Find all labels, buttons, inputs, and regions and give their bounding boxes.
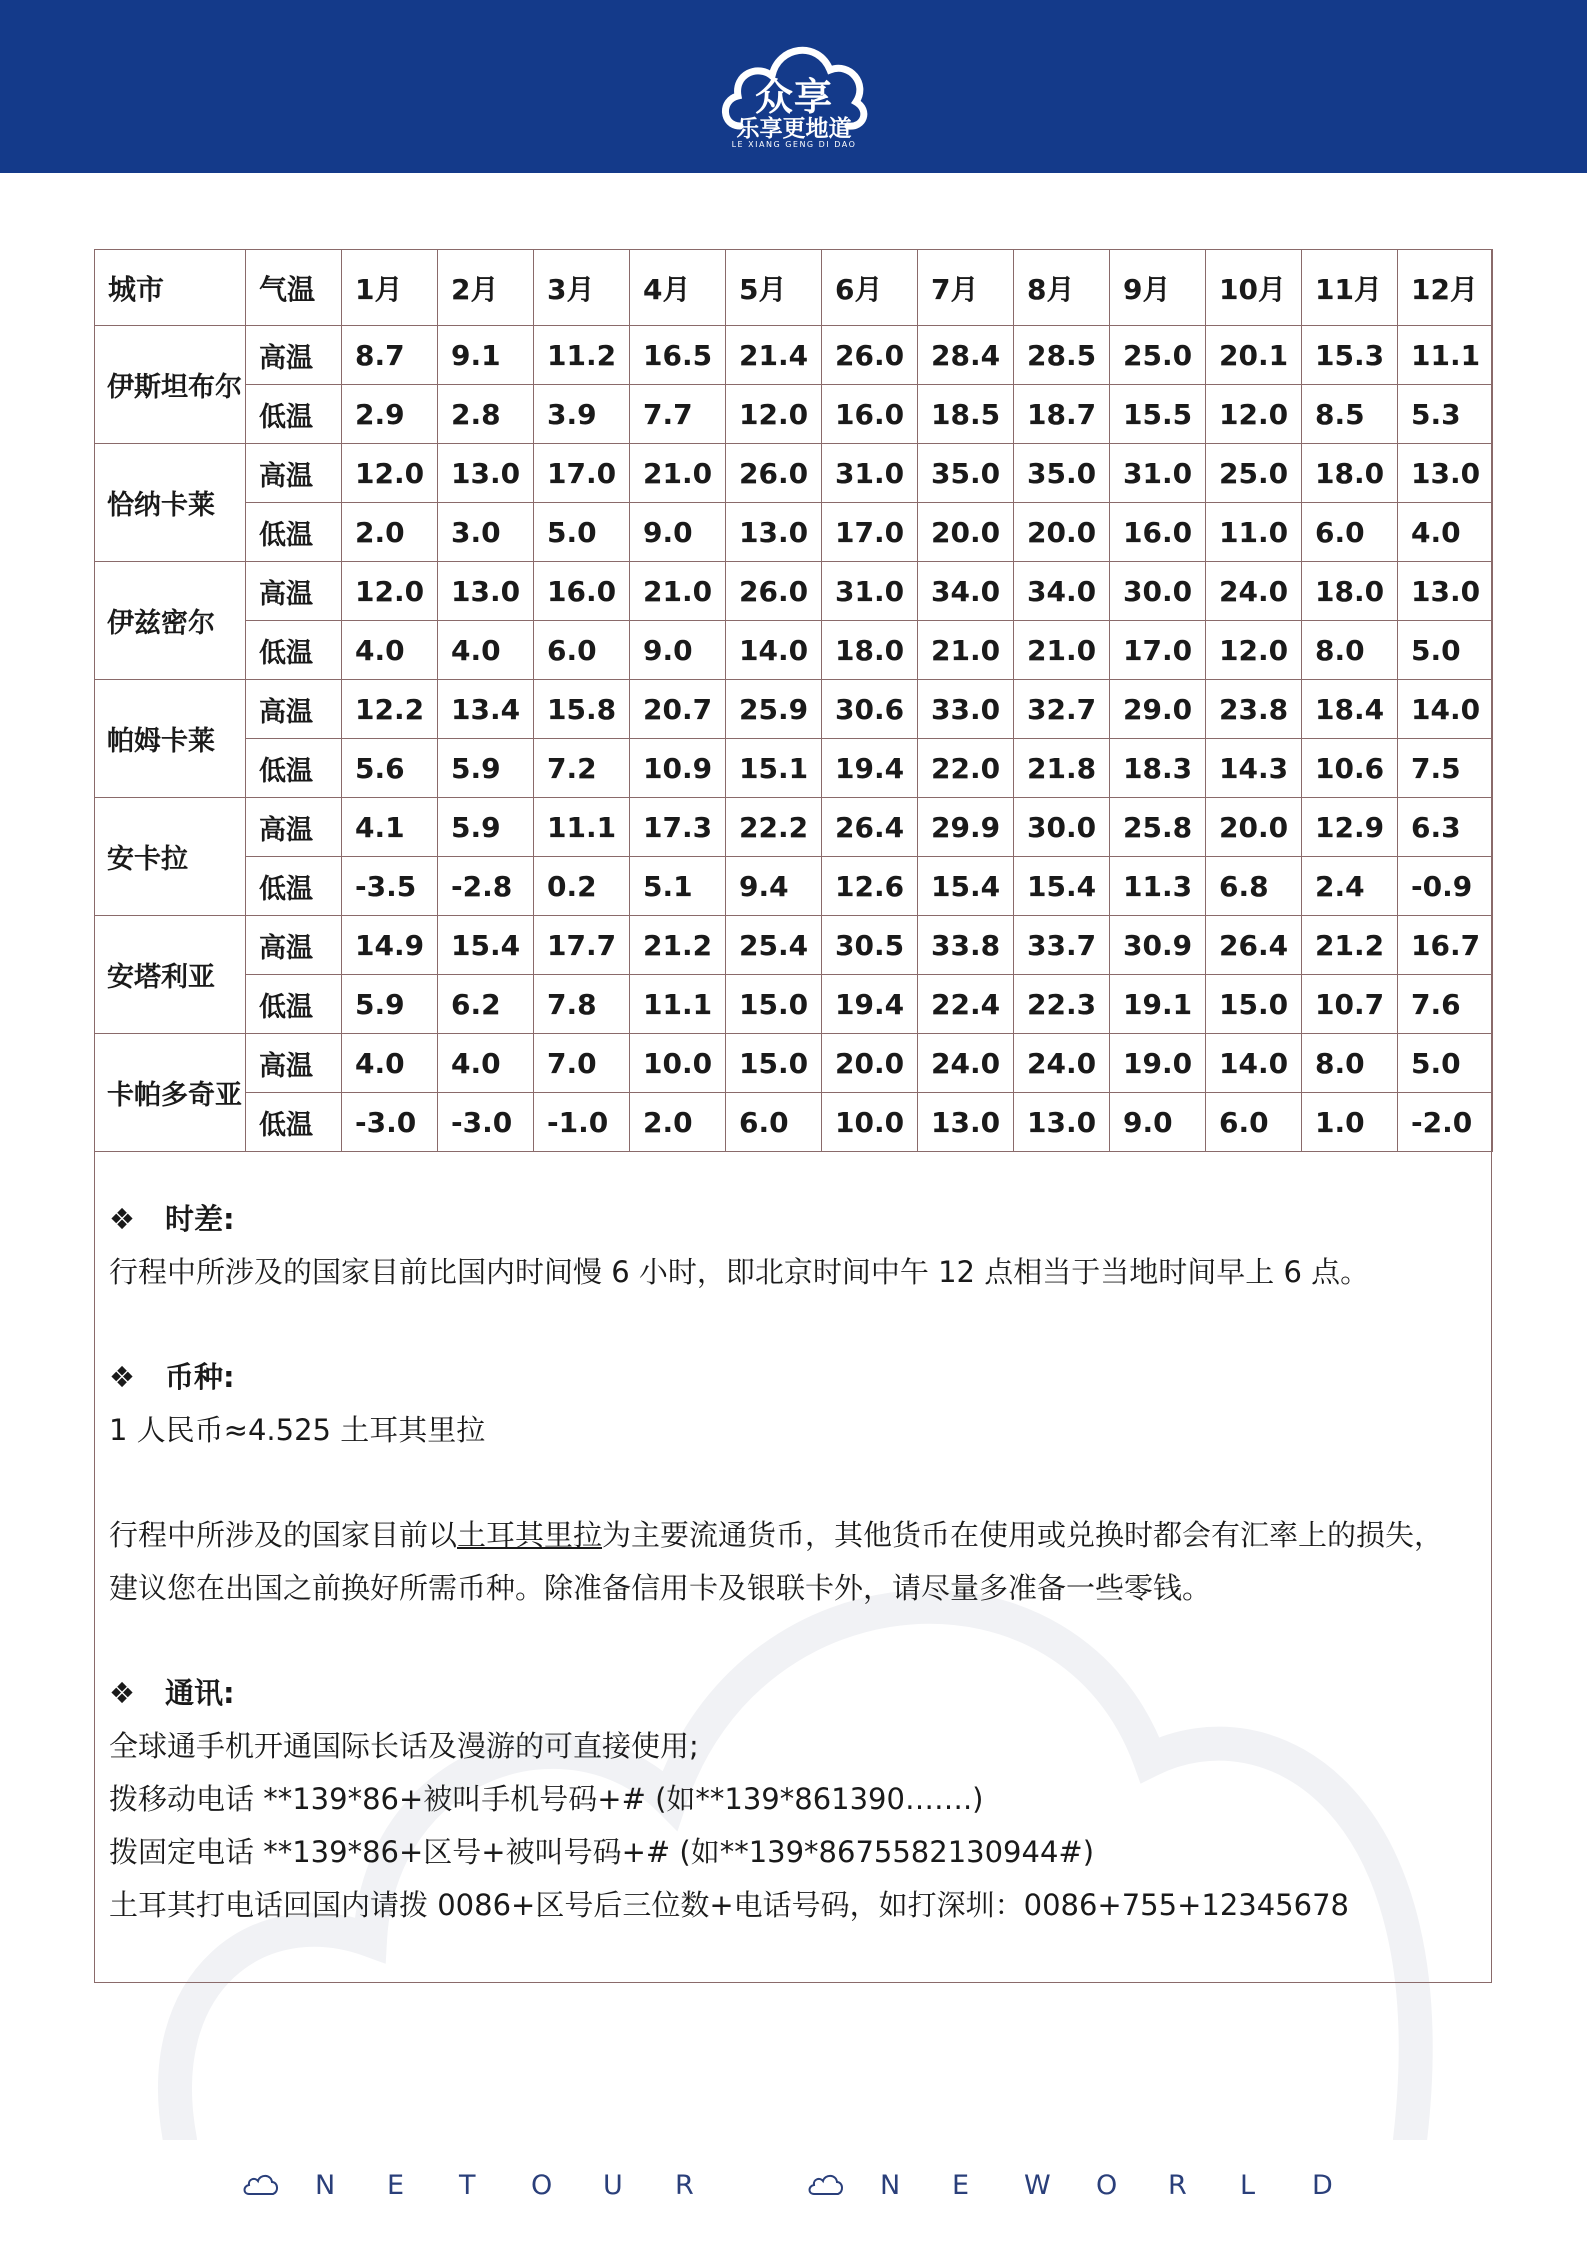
city-name: 恰纳卡莱 (95, 444, 246, 562)
temp-cell: 24.0 (1014, 1034, 1110, 1093)
temp-cell: -2.0 (1398, 1093, 1493, 1152)
temp-cell: 15.4 (438, 916, 534, 975)
table-row (95, 857, 1493, 916)
temp-cell: 4.1 (342, 798, 438, 857)
temp-cell: 25.8 (1110, 798, 1206, 857)
temp-cell: 10.0 (822, 1093, 918, 1152)
temp-cell: 6.3 (1398, 798, 1493, 857)
temp-cell: 9.4 (726, 857, 822, 916)
temp-cell: -1.0 (534, 1093, 630, 1152)
temp-cell: -2.8 (438, 857, 534, 916)
footer-letter: N (880, 2169, 901, 2201)
table-row (95, 444, 1493, 503)
currency-paragraph-line1: 行程中所涉及的国家目前以土耳其里拉为主要流通货币，其他货币在使用或兑换时都会有汇率上的损失， (109, 1518, 1444, 1552)
temp-cell: 6.0 (534, 621, 630, 680)
temp-cell: 9.1 (438, 326, 534, 385)
temp-cell: 15.0 (1206, 975, 1302, 1034)
temp-cell: 31.0 (822, 444, 918, 503)
temp-cell: 20.1 (1206, 326, 1302, 385)
temp-cell: 15.5 (1110, 385, 1206, 444)
temp-cell: 18.0 (1302, 444, 1398, 503)
temp-cell: 4.0 (342, 621, 438, 680)
column-header: 12月 (1398, 250, 1493, 326)
temp-cell: 12.0 (1206, 385, 1302, 444)
temp-cell: 5.1 (630, 857, 726, 916)
temp-cell: 22.4 (918, 975, 1014, 1034)
temp-cell: 8.0 (1302, 1034, 1398, 1093)
logo-main-text: 众享 (754, 75, 833, 119)
temp-cell: 7.8 (534, 975, 630, 1034)
table-row (95, 798, 1493, 857)
table-row (95, 680, 1493, 739)
city-name: 安塔利亚 (95, 916, 246, 1034)
time-diff-title: ❖ 时差: (109, 1193, 1479, 1246)
table-row (95, 739, 1493, 798)
bullet-icon: ❖ (109, 1360, 135, 1394)
temp-cell: 20.0 (918, 503, 1014, 562)
temp-cell: 12.9 (1302, 798, 1398, 857)
temp-cell: 2.8 (438, 385, 534, 444)
temp-cell: 13.0 (726, 503, 822, 562)
temp-cell: 10.7 (1302, 975, 1398, 1034)
temp-cell: 15.0 (726, 975, 822, 1034)
temp-cell: 34.0 (1014, 562, 1110, 621)
temp-cell: 30.0 (1014, 798, 1110, 857)
temp-cell: 2.0 (342, 503, 438, 562)
temp-cell: 8.0 (1302, 621, 1398, 680)
temp-cell: 10.6 (1302, 739, 1398, 798)
temp-cell: 22.0 (918, 739, 1014, 798)
page-footer (0, 2165, 1587, 2205)
comm-line: 全球通手机开通国际长话及漫游的可直接使用; (109, 1729, 699, 1763)
temp-cell: 6.0 (1206, 1093, 1302, 1152)
table-row (95, 326, 1493, 385)
temp-cell: 17.0 (1110, 621, 1206, 680)
temp-cell: 5.0 (1398, 621, 1493, 680)
temp-cell: 4.0 (438, 621, 534, 680)
temp-cell: 20.0 (822, 1034, 918, 1093)
temp-cell: 21.0 (630, 444, 726, 503)
temp-cell: 6.2 (438, 975, 534, 1034)
temp-cell: 14.3 (1206, 739, 1302, 798)
temp-cell: 26.4 (822, 798, 918, 857)
temp-cell: 2.0 (630, 1093, 726, 1152)
temp-cell: 28.4 (918, 326, 1014, 385)
temp-cell: 4.0 (342, 1034, 438, 1093)
high-temp-label: 高温 (246, 680, 342, 739)
temp-cell: 11.2 (534, 326, 630, 385)
temp-cell: 6.8 (1206, 857, 1302, 916)
comm-line: 土耳其打电话回国内请拨 0086+区号后三位数+电话号码，如打深圳：0086+755+12345678 (109, 1888, 1349, 1922)
temp-cell: 0.2 (534, 857, 630, 916)
temp-cell: 7.5 (1398, 739, 1493, 798)
temp-cell: 17.0 (534, 444, 630, 503)
temp-cell: 21.4 (726, 326, 822, 385)
temp-cell: 11.0 (1206, 503, 1302, 562)
temp-cell: 18.7 (1014, 385, 1110, 444)
temp-cell: 33.8 (918, 916, 1014, 975)
temp-cell: 13.0 (1014, 1093, 1110, 1152)
temp-cell: 5.9 (438, 739, 534, 798)
table-row (95, 975, 1493, 1034)
temp-cell: 21.0 (630, 562, 726, 621)
temp-cell: 8.5 (1302, 385, 1398, 444)
temp-cell: 16.7 (1398, 916, 1493, 975)
temp-cell: 13.0 (1398, 562, 1493, 621)
low-temp-label: 低温 (246, 621, 342, 680)
footer-letter: T (459, 2169, 476, 2201)
logo-pinyin-text: LE XIANG GENG DI DAO (731, 140, 857, 149)
temp-cell: 9.0 (630, 503, 726, 562)
temp-cell: 7.7 (630, 385, 726, 444)
temp-cell: 4.0 (1398, 503, 1493, 562)
temp-cell: 5.3 (1398, 385, 1493, 444)
temp-cell: 7.2 (534, 739, 630, 798)
low-temp-label: 低温 (246, 385, 342, 444)
low-temp-label: 低温 (246, 975, 342, 1034)
high-temp-label: 高温 (246, 798, 342, 857)
temp-cell: 7.0 (534, 1034, 630, 1093)
info-section (109, 1193, 1479, 1932)
temp-cell: 29.9 (918, 798, 1014, 857)
temp-cell: 25.9 (726, 680, 822, 739)
temp-cell: 22.2 (726, 798, 822, 857)
city-name: 卡帕多奇亚 (95, 1034, 246, 1152)
temp-cell: 11.3 (1110, 857, 1206, 916)
bullet-icon: ❖ (109, 1202, 135, 1236)
temp-cell: 12.0 (1206, 621, 1302, 680)
temp-cell: 10.0 (630, 1034, 726, 1093)
temp-cell: 3.9 (534, 385, 630, 444)
high-temp-label: 高温 (246, 444, 342, 503)
temp-cell: 33.7 (1014, 916, 1110, 975)
temp-cell: 34.0 (918, 562, 1014, 621)
temp-cell: 14.0 (726, 621, 822, 680)
temp-cell: 5.0 (1398, 1034, 1493, 1093)
comm-line: 拨移动电话 **139*86+被叫手机号码+# (如**139*861390…….) (109, 1782, 984, 1816)
footer-letter: D (1312, 2169, 1333, 2201)
temp-cell: 11.1 (534, 798, 630, 857)
brand-logo (718, 22, 870, 157)
temp-cell: 30.9 (1110, 916, 1206, 975)
temp-cell: 13.0 (438, 562, 534, 621)
temp-cell: 28.5 (1014, 326, 1110, 385)
temp-cell: 15.3 (1302, 326, 1398, 385)
temp-cell: -3.0 (438, 1093, 534, 1152)
logo-sub-text: 乐享更地道 (736, 116, 852, 142)
page-header (0, 0, 1587, 173)
temp-cell: 2.9 (342, 385, 438, 444)
currency-rate: 1 人民币≈4.525 土耳其里拉 (109, 1413, 486, 1447)
temp-cell: 2.4 (1302, 857, 1398, 916)
temp-cell: 18.4 (1302, 680, 1398, 739)
temp-cell: 20.0 (1014, 503, 1110, 562)
temp-cell: 19.0 (1110, 1034, 1206, 1093)
temp-cell: 21.0 (918, 621, 1014, 680)
footer-neworld (808, 2165, 1384, 2205)
footer-letter: N (315, 2169, 336, 2201)
temp-cell: 8.7 (342, 326, 438, 385)
temp-cell: 5.0 (534, 503, 630, 562)
temp-cell: 19.4 (822, 739, 918, 798)
city-name: 帕姆卡莱 (95, 680, 246, 798)
table-row (95, 1093, 1493, 1152)
temp-cell: 30.6 (822, 680, 918, 739)
footer-netour (243, 2165, 747, 2205)
high-temp-label: 高温 (246, 1034, 342, 1093)
temp-cell: 16.0 (534, 562, 630, 621)
footer-letter: R (1168, 2169, 1187, 2201)
temp-cell: 12.0 (726, 385, 822, 444)
footer-letter: E (952, 2169, 970, 2201)
table-row (95, 385, 1493, 444)
temp-cell: -0.9 (1398, 857, 1493, 916)
column-header: 1月 (342, 250, 438, 326)
temp-cell: 20.0 (1206, 798, 1302, 857)
temp-cell: 24.0 (918, 1034, 1014, 1093)
temp-cell: 11.1 (1398, 326, 1493, 385)
footer-letter: W (1024, 2169, 1051, 2201)
column-header: 4月 (630, 250, 726, 326)
temp-cell: 13.0 (438, 444, 534, 503)
table-row (95, 916, 1493, 975)
table-row (95, 1034, 1493, 1093)
temp-cell: 21.2 (630, 916, 726, 975)
city-name: 伊兹密尔 (95, 562, 246, 680)
temp-cell: 30.0 (1110, 562, 1206, 621)
temp-cell: 12.6 (822, 857, 918, 916)
currency-title: ❖ 币种: (109, 1351, 1479, 1404)
temp-cell: 21.8 (1014, 739, 1110, 798)
column-header: 2月 (438, 250, 534, 326)
temp-cell: 22.3 (1014, 975, 1110, 1034)
temp-cell: 16.0 (822, 385, 918, 444)
temp-cell: 15.1 (726, 739, 822, 798)
temp-cell: 12.0 (342, 562, 438, 621)
temp-cell: 29.0 (1110, 680, 1206, 739)
low-temp-label: 低温 (246, 503, 342, 562)
cloud-icon (808, 2172, 844, 2198)
temp-cell: 17.3 (630, 798, 726, 857)
temp-cell: 33.0 (918, 680, 1014, 739)
high-temp-label: 高温 (246, 562, 342, 621)
temp-cell: 26.0 (726, 562, 822, 621)
temp-cell: 12.2 (342, 680, 438, 739)
temp-cell: 23.8 (1206, 680, 1302, 739)
temp-cell: 3.0 (438, 503, 534, 562)
low-temp-label: 低温 (246, 857, 342, 916)
temp-cell: 14.0 (1398, 680, 1493, 739)
temp-cell: 9.0 (1110, 1093, 1206, 1152)
temp-cell: 30.5 (822, 916, 918, 975)
column-header: 7月 (918, 250, 1014, 326)
temp-cell: 26.0 (726, 444, 822, 503)
temp-cell: 25.4 (726, 916, 822, 975)
temp-cell: 25.0 (1110, 326, 1206, 385)
temp-cell: 9.0 (630, 621, 726, 680)
temp-cell: 21.2 (1302, 916, 1398, 975)
temp-cell: 14.9 (342, 916, 438, 975)
column-header: 气温 (246, 250, 342, 326)
column-header: 3月 (534, 250, 630, 326)
temp-cell: 6.0 (1302, 503, 1398, 562)
city-name: 伊斯坦布尔 (95, 326, 246, 444)
high-temp-label: 高温 (246, 916, 342, 975)
table-row (95, 503, 1493, 562)
column-header: 城市 (95, 250, 246, 326)
cloud-icon (243, 2172, 279, 2198)
table-header-row (95, 250, 1493, 326)
column-header: 6月 (822, 250, 918, 326)
bullet-icon: ❖ (109, 1676, 135, 1710)
temp-cell: 20.7 (630, 680, 726, 739)
footer-letter: E (387, 2169, 405, 2201)
temp-cell: 26.4 (1206, 916, 1302, 975)
temp-cell: 13.4 (438, 680, 534, 739)
temp-cell: 31.0 (1110, 444, 1206, 503)
currency-paragraph-line2: 建议您在出国之前换好所需币种。除准备信用卡及银联卡外，请尽量多准备一些零钱。 (109, 1571, 1212, 1605)
temp-cell: 15.4 (918, 857, 1014, 916)
column-header: 8月 (1014, 250, 1110, 326)
comm-line: 拨固定电话 **139*86+区号+被叫号码+# (如**139*8675582130944#) (109, 1835, 1095, 1869)
temp-cell: 18.0 (1302, 562, 1398, 621)
temp-cell: 15.8 (534, 680, 630, 739)
table-row (95, 621, 1493, 680)
temp-cell: 1.0 (1302, 1093, 1398, 1152)
city-name: 安卡拉 (95, 798, 246, 916)
temp-cell: 21.0 (1014, 621, 1110, 680)
table-row (95, 562, 1493, 621)
temp-cell: 24.0 (1206, 562, 1302, 621)
temp-cell: 25.0 (1206, 444, 1302, 503)
temp-cell: 32.7 (1014, 680, 1110, 739)
temp-cell: 35.0 (1014, 444, 1110, 503)
temp-cell: 18.5 (918, 385, 1014, 444)
footer-letter: L (1240, 2169, 1256, 2201)
column-header: 11月 (1302, 250, 1398, 326)
low-temp-label: 低温 (246, 739, 342, 798)
temp-cell: 17.7 (534, 916, 630, 975)
temp-cell: 18.3 (1110, 739, 1206, 798)
temp-cell: 16.5 (630, 326, 726, 385)
column-header: 5月 (726, 250, 822, 326)
temp-cell: 15.4 (1014, 857, 1110, 916)
temp-cell: 5.6 (342, 739, 438, 798)
temp-cell: -3.0 (342, 1093, 438, 1152)
footer-letter: U (603, 2169, 623, 2201)
column-header: 10月 (1206, 250, 1302, 326)
footer-letter: O (531, 2169, 553, 2201)
high-temp-label: 高温 (246, 326, 342, 385)
time-diff-text: 行程中所涉及的国家目前比国内时间慢 6 小时，即北京时间中午 12 点相当于当地时间早上 6 点。 (109, 1255, 1370, 1289)
temp-cell: 19.1 (1110, 975, 1206, 1034)
footer-letter: R (675, 2169, 694, 2201)
low-temp-label: 低温 (246, 1093, 342, 1152)
temp-cell: 15.0 (726, 1034, 822, 1093)
temp-cell: -3.5 (342, 857, 438, 916)
temp-cell: 7.6 (1398, 975, 1493, 1034)
temp-cell: 13.0 (918, 1093, 1014, 1152)
temp-cell: 13.0 (1398, 444, 1493, 503)
temp-cell: 18.0 (822, 621, 918, 680)
temp-cell: 35.0 (918, 444, 1014, 503)
temp-cell: 16.0 (1110, 503, 1206, 562)
temp-cell: 12.0 (342, 444, 438, 503)
temp-cell: 4.0 (438, 1034, 534, 1093)
weather-table (94, 249, 1493, 1152)
temp-cell: 10.9 (630, 739, 726, 798)
temp-cell: 19.4 (822, 975, 918, 1034)
footer-letter: O (1096, 2169, 1118, 2201)
temp-cell: 6.0 (726, 1093, 822, 1152)
column-header: 9月 (1110, 250, 1206, 326)
comm-title: ❖ 通讯: (109, 1667, 1479, 1720)
temp-cell: 11.1 (630, 975, 726, 1034)
temp-cell: 5.9 (438, 798, 534, 857)
temp-cell: 14.0 (1206, 1034, 1302, 1093)
temp-cell: 26.0 (822, 326, 918, 385)
temp-cell: 17.0 (822, 503, 918, 562)
temp-cell: 5.9 (342, 975, 438, 1034)
temp-cell: 31.0 (822, 562, 918, 621)
